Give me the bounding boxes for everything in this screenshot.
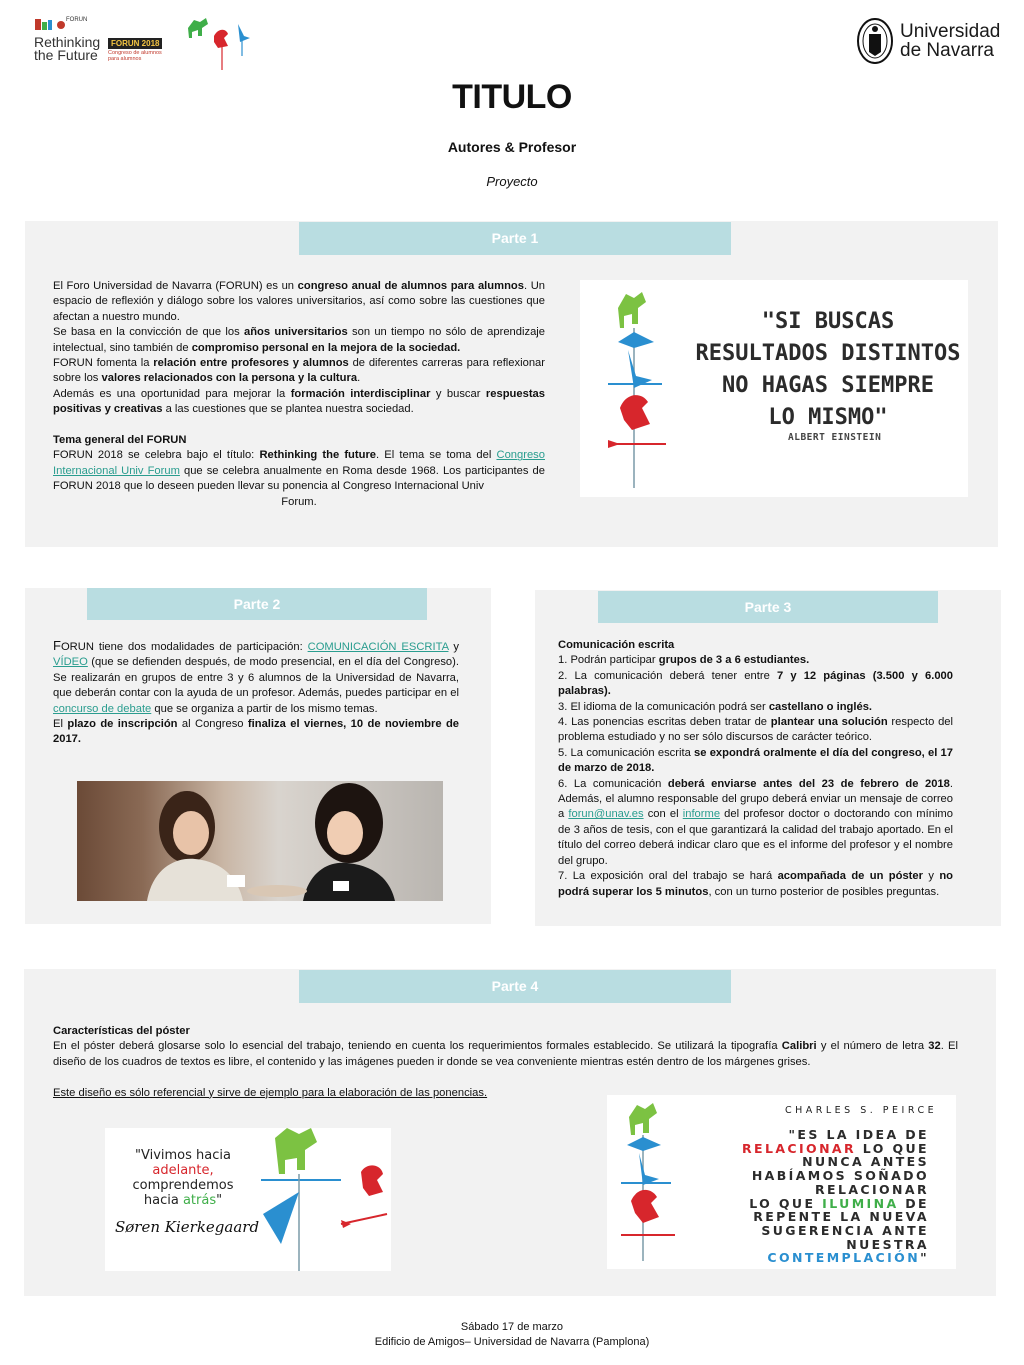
footer-location: Edificio de Amigos– Universidad de Navarra (Pamplona)	[374, 1336, 650, 1348]
p3-a: FORUN fomenta la	[53, 357, 154, 370]
p2-a: Se basa en la convicción de que los	[53, 326, 244, 339]
q2-line10a: CONTEMPLACIÓN	[767, 1250, 921, 1266]
p4-a: Además es una oportunidad para mejorar la	[53, 387, 291, 400]
university-seal-icon	[856, 16, 894, 66]
einstein-quote-image	[580, 280, 968, 497]
i4-c: respecto del problema estudiado y no ser sólo discursos de carácter teórico.	[558, 716, 953, 744]
t-b: Rethinking the future	[259, 449, 377, 462]
p4-c: y buscar	[430, 387, 486, 400]
parte2-b: ORUN tiene dos modalidades de participación:	[60, 641, 308, 653]
t-d: que se celebra anualmente en Roma desde 1968. Los participantes de FORUN 2018 que lo deseen pueden llevar su ponencia al Congreso Internacional Univ	[53, 464, 545, 493]
q2-line8: SUGERENCIA ANTE	[761, 1222, 929, 1238]
i6-c: . Además, el alumno responsable del grupo deberá enviar un mensaje de correo a	[558, 777, 953, 821]
comunicacion-escrita-link[interactable]: COMUNICACIÓN ESCRITA	[307, 641, 449, 653]
forun-subtitle-line1: Congreso de alumnos	[108, 50, 162, 56]
kierkegaard-quote-image	[105, 1128, 391, 1271]
i4-a: 4. Las ponencias escritas deben tratar de	[558, 716, 771, 729]
p1-c: . Un espacio de reflexión y diálogo sobre los valores universitarios, así como sobre las cuestiones que afectan a nuestro mundo.	[53, 280, 545, 323]
parte4-text	[53, 1024, 958, 1101]
authors-line: Autores & Profesor	[447, 139, 577, 155]
i7-a: 7. La exposición oral del trabajo se hará	[558, 870, 778, 883]
q2-line6a: LO QUE	[749, 1195, 823, 1211]
p2-b: años universitarios	[243, 326, 348, 339]
parte2-panel	[25, 588, 491, 924]
parte4-b: Calibri	[781, 1040, 817, 1053]
i7-e: , con un turno posterior de posibles preguntas.	[708, 885, 940, 898]
parte4-panel	[24, 969, 996, 1296]
q2-line6c: DE	[898, 1195, 929, 1211]
university-name	[900, 22, 1000, 60]
p4-b: formación interdisciplinar	[290, 387, 431, 400]
parte2-g: plazo de inscripción	[67, 718, 178, 731]
forun-2018-badge	[108, 38, 182, 62]
i3-b: castellano o inglés.	[768, 700, 873, 713]
t-a: FORUN 2018 se celebra bajo el título:	[53, 449, 260, 462]
parte1-heading: Parte 1	[299, 222, 731, 255]
forun-subtitle	[108, 50, 182, 62]
kierkegaard-quote-text	[123, 1148, 243, 1208]
q2-line2a: RELACIONAR	[742, 1140, 857, 1156]
forun-email-link[interactable]: forun@unav.es	[568, 808, 644, 821]
i1-b: grupos de 3 a 6 estudiantes.	[658, 654, 810, 667]
i2-a: 2. La comunicación deberá tener entre	[558, 669, 777, 682]
informe-link[interactable]: informe	[682, 808, 721, 821]
quote-line3: NO HAGAS SIEMPRE	[722, 373, 934, 398]
parte2-i: finaliza el viernes, 10 de noviembre de 2017.	[53, 718, 460, 746]
q1-line4b: atrás	[182, 1193, 217, 1208]
q1-line4c: "	[216, 1193, 223, 1208]
parte2-text	[53, 638, 459, 748]
parte2-h: al Congreso	[177, 718, 248, 731]
einstein-quote-text	[688, 306, 968, 434]
quote-line1: "SI BUSCAS	[761, 309, 895, 334]
rethinking-text	[34, 36, 100, 62]
rethinking-the-future-logo	[34, 14, 254, 70]
univ-forum-link[interactable]: Congreso Internacional Univ Forum	[53, 449, 545, 477]
q2-line1: "ES LA IDEA DE	[788, 1127, 929, 1142]
i5-a: 5. La comunicación escrita	[558, 746, 695, 759]
parte4-e: . El diseño de los cuadros de textos es libre, el contenido y las imágenes pueden ir donde se vea conveniente mientras estén dentro de los márgenes grises.	[53, 1040, 958, 1068]
t-c: . El tema se toma del	[376, 449, 497, 462]
q1-line4a: hacia	[143, 1193, 183, 1208]
q2-line9: NUESTRA	[846, 1236, 929, 1252]
weathervane-icon	[184, 16, 254, 70]
page-title: TITULO	[452, 78, 572, 116]
students-photo	[77, 781, 443, 901]
einstein-author: ALBERT EINSTEIN	[788, 432, 882, 443]
i2-b: 7 y 12 páginas (3.500 y 6.000 palabras).	[558, 669, 953, 698]
p1-b: congreso anual de alumnos para alumnos	[297, 280, 524, 292]
weathervane-icon	[241, 1128, 391, 1271]
p4-d: respuestas positivas y creativas	[53, 387, 545, 416]
q1-line2: adelante,	[152, 1163, 214, 1178]
university-line2: de Navarra	[900, 40, 994, 61]
parte4-c: y el número de letra	[816, 1040, 929, 1053]
parte4-subheading: Características del póster	[53, 1025, 190, 1037]
q2-line5: RELACIONAR	[814, 1181, 929, 1197]
weathervane-icon	[613, 1101, 693, 1261]
q2-line6b: ILUMINA	[822, 1195, 899, 1211]
i6-d: con el	[643, 808, 683, 821]
peirce-author: CHARLES S. PEIRCE	[785, 1105, 938, 1116]
parte1-panel	[25, 221, 998, 547]
p1-a: El Foro Universidad de Navarra (FORUN) es un	[53, 280, 298, 292]
p2-d: compromiso personal en la mejora de la sociedad.	[191, 341, 461, 354]
i1-a: 1. Podrán participar	[558, 654, 659, 667]
parte2-d: (que se defienden después, de modo presencial, en el día del Congreso). Se realizarán en grupos de entre 3 y 6 alumnos de la Universidad de Navarra, que deberán contar con la ayuda de un profesor. Además, puedes participar en el	[53, 656, 459, 700]
tema-heading: Tema general del FORUN	[53, 434, 187, 447]
parte3-subheading: Comunicación escrita	[558, 639, 675, 651]
forun-badge-text: FORUN 2018	[108, 38, 162, 49]
parte2-e: que se organiza a partir de los mismo temas.	[151, 702, 378, 715]
q2-line4: HABÍAMOS SOÑADO	[751, 1168, 929, 1184]
mini-logo-text: FORUN	[66, 17, 88, 23]
parte3-heading: Parte 3	[598, 591, 938, 623]
p2-c: son un tiempo no sólo de aprendizaje intelectual, sino también de	[53, 326, 545, 354]
students-photo-illustration	[77, 781, 443, 901]
parte2-c: y	[448, 641, 459, 653]
peirce-quote-text	[727, 1128, 929, 1265]
peirce-quote-image	[607, 1095, 956, 1269]
p3-e: .	[357, 372, 361, 385]
parte2-f: El	[53, 718, 68, 731]
t-e: Forum.	[281, 495, 317, 508]
concurso-debate-link[interactable]: concurso de debate	[53, 702, 152, 715]
q2-line10b: "	[920, 1250, 929, 1266]
universidad-de-navarra-logo	[856, 16, 1001, 68]
parte2-heading: Parte 2	[87, 588, 427, 620]
i4-b: plantear una solución	[770, 716, 888, 729]
i5-b: se expondrá oralmente el día del congreso, el 17 de marzo de 2018.	[558, 746, 953, 775]
q2-line7: REPENTE LA NUEVA	[753, 1209, 929, 1225]
parte3-panel	[535, 590, 1001, 926]
i7-c: y	[923, 870, 940, 883]
parte2-a: F	[53, 638, 61, 653]
university-line1: Universidad	[900, 21, 1001, 42]
rethinking-line2: the Future	[34, 47, 98, 63]
parte4-d: 32	[928, 1040, 941, 1053]
i6-b: deberá enviarse antes del 23 de febrero de 2018	[667, 777, 950, 790]
i6-e: del profesor doctor o doctorando con mínimo de 3 años de tesis, con el que garantizará la calidad del trabajo aportado. En el título del correo deberá indicar claro que es el informe del profesor y el nombre del grupo.	[558, 808, 953, 867]
i7-d: no podrá superar los 5 minutos	[558, 870, 953, 898]
q1-line1: "Vivimos hacia	[135, 1148, 231, 1163]
q2-line2b: LO QUE	[856, 1140, 929, 1156]
q2-line3: NUNCA ANTES	[802, 1154, 929, 1170]
i6-a: 6. La comunicación	[558, 777, 668, 790]
forun-subtitle-line2: para alumnos	[108, 56, 142, 62]
quote-line2: RESULTADOS DISTINTOS	[695, 341, 961, 366]
video-link[interactable]: VÍDEO	[53, 656, 88, 669]
parte3-text	[558, 638, 953, 900]
q1-line3: comprendemos	[132, 1178, 234, 1193]
parte4-note: Este diseño es sólo referencial y sirve de ejemplo para la elaboración de las ponencias.	[53, 1086, 488, 1099]
kierkegaard-author: Søren Kierkegaard	[115, 1218, 260, 1236]
parte1-text	[53, 279, 545, 510]
p3-b: relación entre profesores y alumnos	[153, 357, 349, 370]
i3-a: 3. El idioma de la comunicación podrá ser	[558, 700, 769, 713]
quote-line4: LO MISMO"	[768, 405, 888, 430]
p4-e: a las cuestiones que se plantea nuestra sociedad.	[162, 403, 414, 416]
footer-date: Sábado 17 de marzo	[460, 1321, 564, 1333]
p3-c: de diferentes carreras para reflexionar sobre los	[53, 357, 545, 385]
project-line: Proyecto	[486, 174, 538, 189]
p3-d: valores relacionados con la persona y la cultura	[101, 372, 358, 385]
parte4-heading: Parte 4	[299, 970, 731, 1003]
i7-b: acompañada de un póster	[777, 870, 923, 883]
rethinking-line1: Rethinking	[34, 34, 101, 50]
parte4-a: En el póster deberá glosarse solo lo esencial del trabajo, teniendo en cuenta los requerimientos formales establecido. Se utilizará la tipografía	[53, 1040, 782, 1053]
weathervane-icon	[598, 288, 678, 488]
